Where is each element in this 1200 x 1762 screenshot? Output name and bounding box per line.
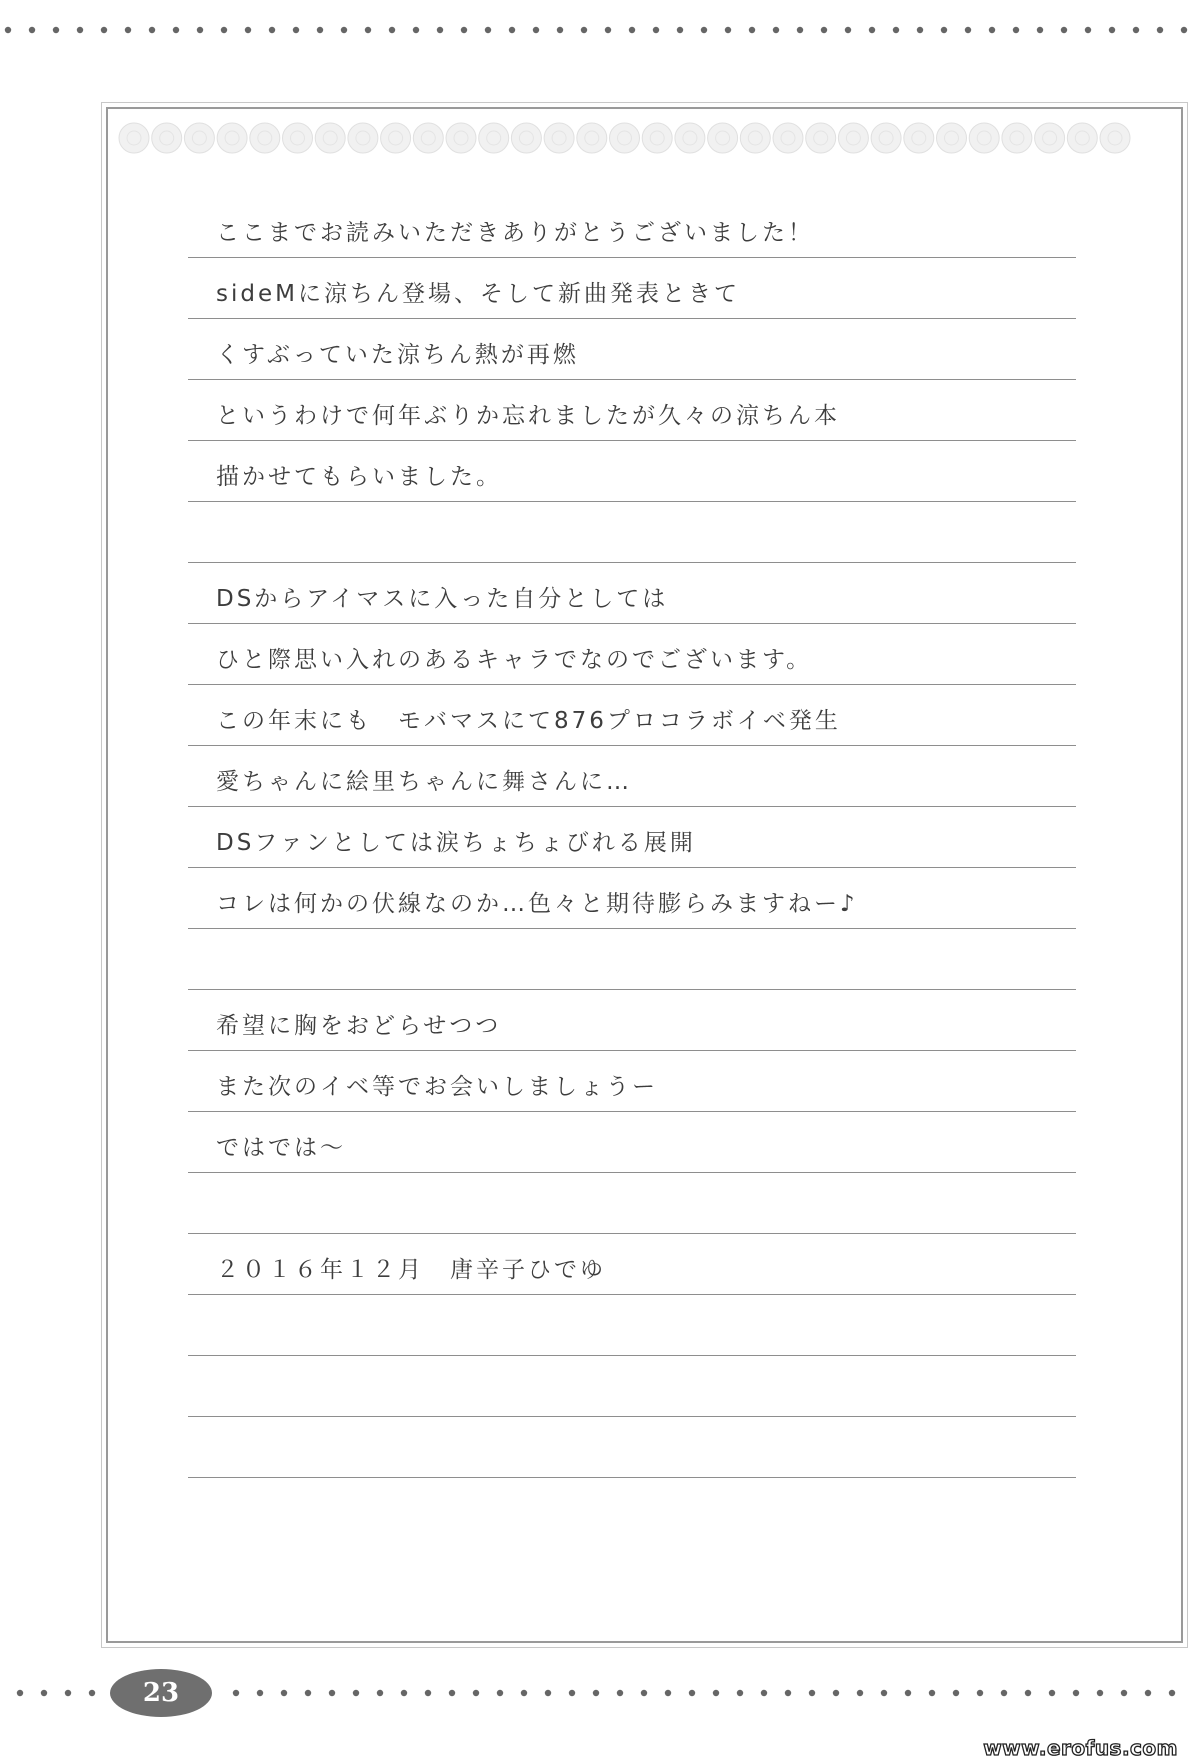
line-text: コレは何かの伏線なのか…色々と期待膨らみますねー♪ [216,891,858,917]
line-text: ひと際思い入れのあるキャラでなのでございます。 [216,647,813,673]
ruled-line [188,928,1076,990]
ruled-line [188,867,1076,929]
ruled-line [188,562,1076,624]
line-text: 希望に胸をおどらせつつ [216,1013,502,1039]
ruled-line [188,318,1076,380]
line-text: また次のイベ等でお会いしましょうー [216,1074,658,1100]
page-number-badge: 23 [110,1669,212,1717]
ruled-line [188,1111,1076,1173]
flower-pattern-border [118,118,1135,160]
ruled-line [188,989,1076,1051]
line-text: DSファンとしては涙ちょちょびれる展開 [216,830,696,856]
line-text: くすぶっていた涼ちん熱が再燃 [216,342,579,368]
ruled-line [188,684,1076,746]
ruled-line [188,806,1076,868]
ruled-line [188,257,1076,319]
line-text: DSからアイマスに入った自分としては [216,586,669,612]
line-text: というわけで何年ぶりか忘れましたが久々の涼ちん本 [216,403,840,429]
ruled-line [188,1355,1076,1417]
ruled-line [188,196,1076,258]
line-text: ではでは～ [216,1135,346,1161]
ruled-line [188,1294,1076,1356]
line-text: sideMに涼ちん登場、そして新曲発表ときて [216,281,740,307]
line-text: ２０１６年１２月 唐辛子ひでゆ [216,1257,606,1283]
ruled-line [188,379,1076,441]
watermark-text: www.erofus.com [983,1736,1178,1760]
line-text: 愛ちゃんに絵里ちゃんに舞さんに… [216,769,632,795]
ruled-line [188,1416,1076,1478]
ruled-line [188,440,1076,502]
ruled-line [188,623,1076,685]
line-text: この年末にも モバマスにて876プロコラボイベ発生 [216,708,841,734]
ruled-line [188,1172,1076,1234]
top-dot-border [0,22,1200,38]
ruled-line [188,501,1076,563]
line-text: ここまでお読みいただきありがとうございました！ [216,220,814,246]
line-text: 描かせてもらいました。 [216,464,502,490]
ruled-line [188,1233,1076,1295]
ruled-line [188,745,1076,807]
ruled-line [188,1050,1076,1112]
